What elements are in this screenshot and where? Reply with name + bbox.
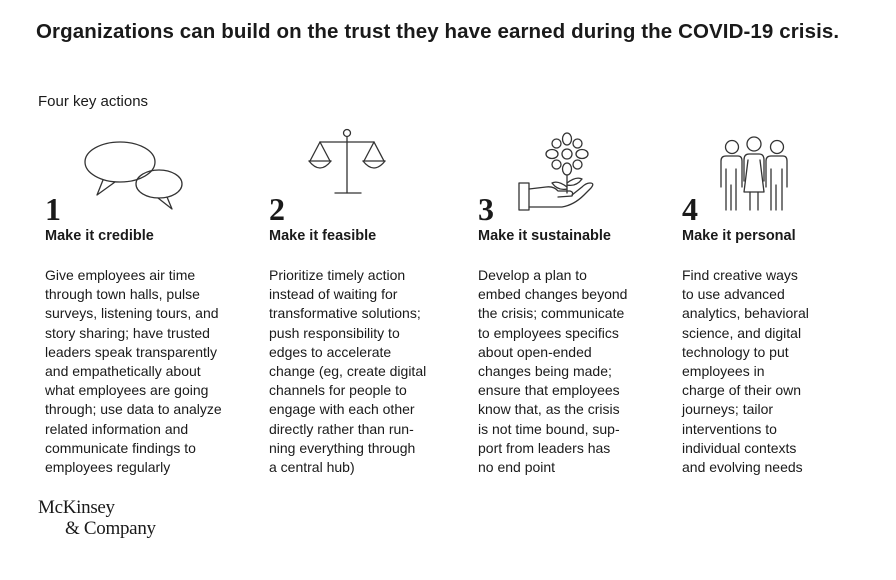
page-title: Organizations can build on the trust they have earned during the COVID-19 crisis. [36, 20, 840, 43]
action-number: 3 [478, 191, 494, 227]
action-heading: Make it sustainable [478, 228, 611, 244]
balance-scale-icon [269, 125, 429, 220]
mckinsey-logo [38, 497, 156, 539]
action-description: Develop a plan to embed changes beyond the crisis; communicate to employees specifics about open-ended changes being made; ensure that employees know that, as the crisis is not time bound, sup- port from leaders has no end point [478, 267, 628, 476]
logo-line-2: & Company [65, 518, 156, 539]
speech-bubbles-icon [45, 125, 205, 220]
action-description: Give employees air time through town halls, pulse surveys, listening tours, and story sharing; have trusted leaders speak transparently and empathetically about what employees are going through; use data to analyze related information and communicate findings to employees regularly [45, 267, 222, 476]
action-heading: Make it feasible [269, 228, 377, 244]
hand-holding-flower-icon [478, 125, 638, 220]
logo-line-1: McKinsey [38, 497, 115, 518]
action-heading: Make it credible [45, 228, 154, 244]
action-description: Find creative ways to use advanced analytics, behavioral science, and digital technology to put employees in charge of their own journeys; tailor interventions to individual contexts and evolving needs [682, 267, 809, 476]
action-heading: Make it personal [682, 228, 796, 244]
action-number: 1 [45, 191, 61, 227]
action-number: 2 [269, 191, 285, 227]
section-subtitle: Four key actions [38, 93, 149, 110]
group-of-people-icon [682, 125, 842, 220]
action-description: Prioritize timely action instead of waiting for transformative solutions; push responsibility to edges to accelerate change (eg, create digital channels for people to engage with each other directly rather than run- ning everything through a central hub) [269, 267, 427, 476]
action-number: 4 [682, 191, 698, 227]
